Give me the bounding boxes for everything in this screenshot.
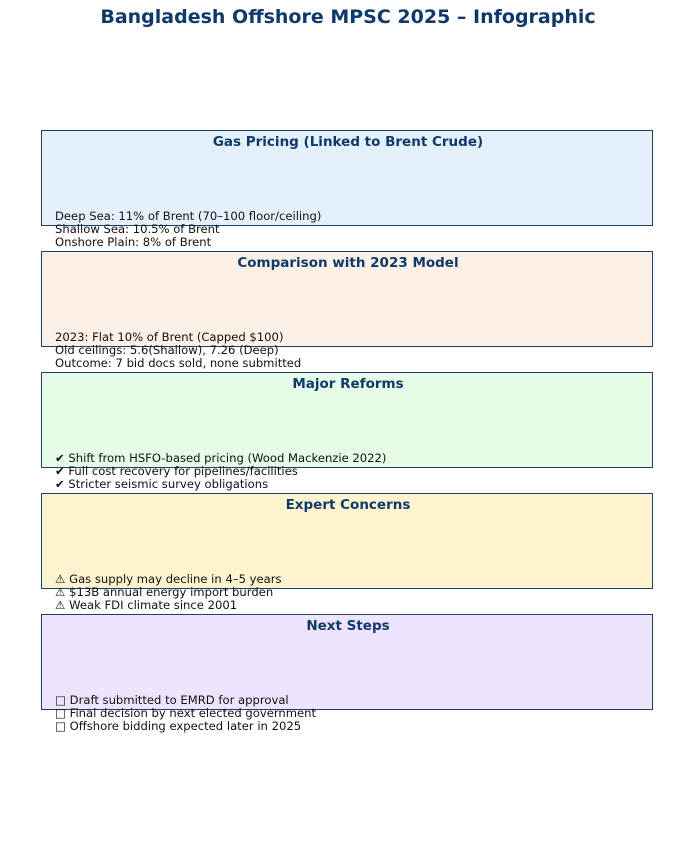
list-item: Onshore Plain: 8% of Brent [55,235,212,250]
list-item: ✔ Full cost recovery for pipelines/facilities [55,464,298,479]
list-item: ✔ Stricter seismic survey obligations [55,477,269,492]
page-title: Bangladesh Offshore MPSC 2025 – Infographic [100,6,596,28]
list-item: ⚠ Gas supply may decline in 4–5 years [55,572,282,586]
major-reforms-title: Major Reforms [292,376,404,392]
comparison-title: Comparison with 2023 Model [237,255,459,271]
gas-pricing-title: Gas Pricing (Linked to Brent Crude) [212,134,484,150]
list-item: ⚠ Weak FDI climate since 2001 [55,598,238,613]
list-item: 2023: Flat 10% of Brent (Capped $100) [55,330,284,344]
expert-concerns-title: Expert Concerns [285,497,411,513]
next-steps-lines [55,694,316,734]
list-item: □ Draft submitted to EMRD for approval [55,693,289,707]
next-steps-title: Next Steps [306,618,390,634]
list-item: ⚠ $13B annual energy import burden [55,585,274,600]
list-item: Shallow Sea: 10.5% of Brent [55,222,220,237]
list-item: Old ceilings: 5.6(Shallow), 7.26 (Deep) [55,343,279,358]
list-item: ✔ Shift from HSFO-based pricing (Wood Mackenzie 2022) [55,451,387,465]
list-item: Outcome: 7 bid docs sold, none submitted [55,356,302,371]
comparison-lines [55,331,301,371]
list-item: □ Final decision by next elected government [55,706,317,721]
list-item: □ Offshore bidding expected later in 2025 [55,719,302,734]
list-item: Deep Sea: 11% of Brent (70–100 floor/ceiling) [55,209,322,223]
